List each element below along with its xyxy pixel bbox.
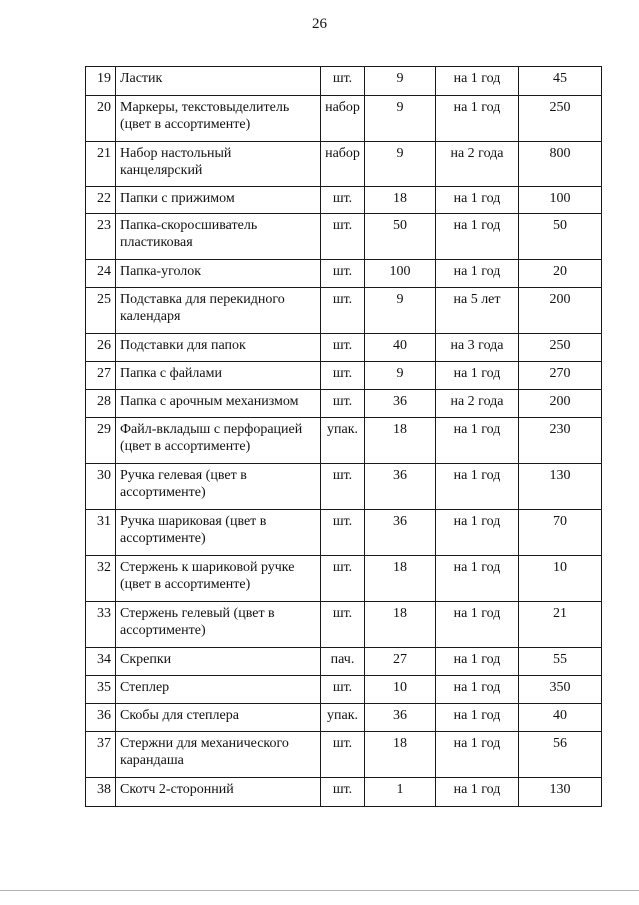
item-name: Файл-вкладыш с перфорацией (цвет в ассортименте): [116, 418, 321, 464]
item-term: на 1 год: [436, 510, 519, 556]
item-quantity: 36: [365, 464, 436, 510]
item-quantity: 9: [365, 288, 436, 334]
item-unit: шт.: [321, 556, 365, 602]
item-price: 270: [519, 362, 602, 390]
item-term: на 1 год: [436, 648, 519, 676]
row-number: 26: [86, 334, 116, 362]
page-number: 26: [312, 16, 327, 32]
item-unit: упак.: [321, 418, 365, 464]
row-number: 23: [86, 214, 116, 260]
row-number: 37: [86, 732, 116, 778]
item-term: на 1 год: [436, 732, 519, 778]
item-price: 21: [519, 602, 602, 648]
item-name: Ручка гелевая (цвет в ассортименте): [116, 464, 321, 510]
item-name: Папка с файлами: [116, 362, 321, 390]
table-row: [86, 390, 602, 418]
row-number: 29: [86, 418, 116, 464]
item-term: на 1 год: [436, 260, 519, 288]
item-unit: шт.: [321, 187, 365, 214]
table-row: [86, 510, 602, 556]
page-bottom-rule: [0, 890, 639, 891]
item-unit: набор: [321, 96, 365, 142]
item-term: на 1 год: [436, 464, 519, 510]
item-price: 200: [519, 390, 602, 418]
item-price: 130: [519, 464, 602, 510]
item-price: 100: [519, 187, 602, 214]
item-name: Подставки для папок: [116, 334, 321, 362]
item-name: Стержень гелевый (цвет в ассортименте): [116, 602, 321, 648]
item-quantity: 36: [365, 510, 436, 556]
item-price: 200: [519, 288, 602, 334]
item-unit: шт.: [321, 464, 365, 510]
item-quantity: 18: [365, 418, 436, 464]
item-name: Маркеры, текстовыделитель (цвет в ассортименте): [116, 96, 321, 142]
row-number: 38: [86, 778, 116, 807]
item-quantity: 50: [365, 214, 436, 260]
item-term: на 3 года: [436, 334, 519, 362]
item-price: 10: [519, 556, 602, 602]
row-number: 21: [86, 142, 116, 187]
item-term: на 1 год: [436, 556, 519, 602]
item-name: Папка-уголок: [116, 260, 321, 288]
item-unit: шт.: [321, 676, 365, 704]
item-price: 56: [519, 732, 602, 778]
table-row: [86, 260, 602, 288]
item-unit: упак.: [321, 704, 365, 732]
item-name: Подставка для перекидного календаря: [116, 288, 321, 334]
item-price: 800: [519, 142, 602, 187]
item-quantity: 100: [365, 260, 436, 288]
table-row: [86, 288, 602, 334]
item-term: на 2 года: [436, 390, 519, 418]
item-term: на 1 год: [436, 602, 519, 648]
item-name: Папка-скоросшиватель пластиковая: [116, 214, 321, 260]
item-unit: шт.: [321, 334, 365, 362]
item-quantity: 18: [365, 602, 436, 648]
supplies-table: [85, 66, 602, 807]
table-row: [86, 648, 602, 676]
item-quantity: 18: [365, 732, 436, 778]
item-name: Скрепки: [116, 648, 321, 676]
item-term: на 5 лет: [436, 288, 519, 334]
row-number: 31: [86, 510, 116, 556]
item-unit: шт.: [321, 260, 365, 288]
row-number: 22: [86, 187, 116, 214]
item-unit: шт.: [321, 510, 365, 556]
item-price: 230: [519, 418, 602, 464]
item-quantity: 9: [365, 96, 436, 142]
item-name: Набор настольный канцелярский: [116, 142, 321, 187]
table-row: [86, 96, 602, 142]
item-unit: шт.: [321, 214, 365, 260]
row-number: 20: [86, 96, 116, 142]
row-number: 30: [86, 464, 116, 510]
row-number: 35: [86, 676, 116, 704]
row-number: 36: [86, 704, 116, 732]
item-unit: шт.: [321, 732, 365, 778]
row-number: 32: [86, 556, 116, 602]
item-unit: шт.: [321, 778, 365, 807]
row-number: 25: [86, 288, 116, 334]
item-term: на 1 год: [436, 214, 519, 260]
item-name: Стержни для механического карандаша: [116, 732, 321, 778]
item-quantity: 18: [365, 556, 436, 602]
table-row: [86, 704, 602, 732]
item-unit: набор: [321, 142, 365, 187]
item-quantity: 9: [365, 362, 436, 390]
item-name: Степлер: [116, 676, 321, 704]
item-quantity: 27: [365, 648, 436, 676]
item-unit: шт.: [321, 390, 365, 418]
item-price: 50: [519, 214, 602, 260]
item-price: 20: [519, 260, 602, 288]
item-price: 250: [519, 96, 602, 142]
row-number: 27: [86, 362, 116, 390]
item-name: Папки с прижимом: [116, 187, 321, 214]
table-row: [86, 187, 602, 214]
item-quantity: 36: [365, 704, 436, 732]
item-price: 350: [519, 676, 602, 704]
item-name: Скотч 2-сторонний: [116, 778, 321, 807]
item-name: Ластик: [116, 67, 321, 96]
item-price: 70: [519, 510, 602, 556]
item-unit: шт.: [321, 362, 365, 390]
item-term: на 1 год: [436, 778, 519, 807]
item-term: на 1 год: [436, 704, 519, 732]
item-term: на 1 год: [436, 96, 519, 142]
table-row: [86, 778, 602, 807]
supplies-table-body: [86, 67, 602, 807]
item-name: Папка с арочным механизмом: [116, 390, 321, 418]
table-row: [86, 732, 602, 778]
table-row: [86, 602, 602, 648]
item-term: на 2 года: [436, 142, 519, 187]
item-name: Скобы для степлера: [116, 704, 321, 732]
row-number: 33: [86, 602, 116, 648]
row-number: 28: [86, 390, 116, 418]
item-price: 40: [519, 704, 602, 732]
item-term: на 1 год: [436, 187, 519, 214]
row-number: 19: [86, 67, 116, 96]
row-number: 24: [86, 260, 116, 288]
item-unit: шт.: [321, 602, 365, 648]
item-name: Ручка шариковая (цвет в ассортименте): [116, 510, 321, 556]
item-quantity: 36: [365, 390, 436, 418]
table-row: [86, 418, 602, 464]
item-quantity: 1: [365, 778, 436, 807]
item-price: 130: [519, 778, 602, 807]
item-price: 250: [519, 334, 602, 362]
item-quantity: 18: [365, 187, 436, 214]
item-unit: пач.: [321, 648, 365, 676]
item-term: на 1 год: [436, 418, 519, 464]
table-row: [86, 334, 602, 362]
table-row: [86, 142, 602, 187]
table-row: [86, 214, 602, 260]
table-row: [86, 362, 602, 390]
item-price: 45: [519, 67, 602, 96]
row-number: 34: [86, 648, 116, 676]
item-term: на 1 год: [436, 67, 519, 96]
item-unit: шт.: [321, 288, 365, 334]
item-name: Стержень к шариковой ручке (цвет в ассортименте): [116, 556, 321, 602]
item-term: на 1 год: [436, 676, 519, 704]
table-row: [86, 464, 602, 510]
item-quantity: 10: [365, 676, 436, 704]
item-unit: шт.: [321, 67, 365, 96]
item-quantity: 9: [365, 67, 436, 96]
item-price: 55: [519, 648, 602, 676]
table-row: [86, 556, 602, 602]
table-row: [86, 67, 602, 96]
item-term: на 1 год: [436, 362, 519, 390]
table-row: [86, 676, 602, 704]
item-quantity: 9: [365, 142, 436, 187]
item-quantity: 40: [365, 334, 436, 362]
